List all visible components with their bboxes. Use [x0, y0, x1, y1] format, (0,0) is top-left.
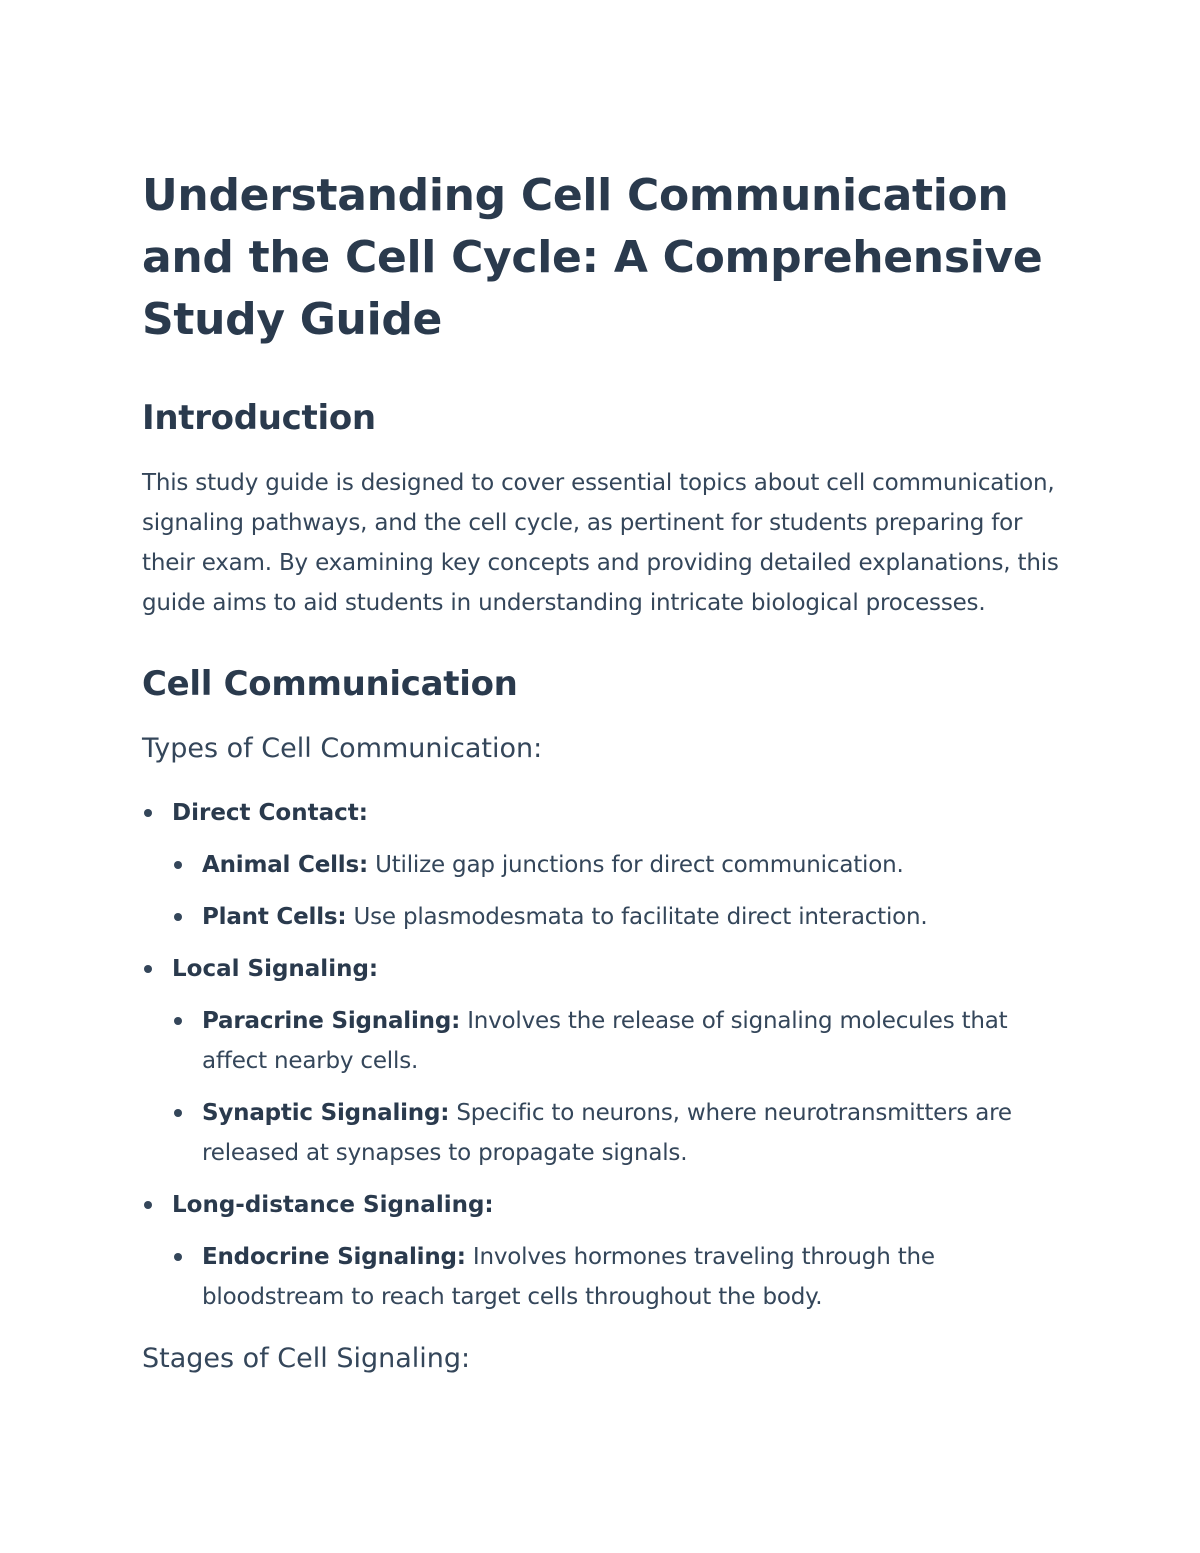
list-item-text: Specific to neurons, where neurotransmitters are released at synapses to propagate signals.	[202, 1100, 1012, 1166]
list-item-text: Involves the release of signaling molecules that affect nearby cells.	[202, 1008, 1008, 1074]
document-page	[142, 165, 1072, 1379]
stages-heading: Stages of Cell Signaling:	[142, 1343, 471, 1374]
list-item-long-distance-signaling	[142, 1185, 1072, 1317]
bullet-icon	[174, 1253, 182, 1261]
bullet-icon	[174, 861, 182, 869]
list-item-text: Involves hormones traveling through the bloodstream to reach target cells throughout the body.	[202, 1244, 935, 1310]
list-item	[172, 897, 1072, 937]
list-item-direct-contact	[142, 793, 1072, 937]
list-item-text: Use plasmodesmata to facilitate direct interaction.	[346, 904, 928, 930]
bullet-icon	[144, 809, 152, 817]
list-item-local-signaling	[142, 949, 1072, 1173]
list-item	[172, 1093, 1072, 1173]
list-item-term: Paracrine Signaling:	[202, 1008, 461, 1034]
bullet-icon	[144, 1201, 152, 1209]
list-item-term: Animal Cells:	[202, 852, 368, 878]
sublist	[172, 1237, 1072, 1317]
list-item-term: Synaptic Signaling:	[202, 1100, 450, 1126]
sublist	[172, 845, 1072, 937]
list-item	[172, 1237, 1072, 1317]
bullet-icon	[174, 913, 182, 921]
bullet-icon	[144, 965, 152, 973]
list-item-text: Utilize gap junctions for direct communication.	[367, 852, 904, 878]
list-item-term: Endocrine Signaling:	[202, 1244, 466, 1270]
page-title: Understanding Cell Communication and the Cell Cycle: A Comprehensive Study Guide	[142, 170, 1043, 345]
bullet-icon	[174, 1017, 182, 1025]
list-item	[172, 845, 1072, 885]
cell-communication-heading: Cell Communication	[142, 664, 518, 704]
bullet-icon	[174, 1109, 182, 1117]
list-item-term: Plant Cells:	[202, 904, 347, 930]
introduction-paragraph: This study guide is designed to cover essential topics about cell communication, signaling pathways, and the cell cycle, as pertinent for students preparing for their exam. By examining key concepts and providing detailed explanations, this guide aims to aid students in understanding intricate biological processes.	[142, 470, 1059, 616]
types-list	[142, 793, 1072, 1317]
introduction-heading: Introduction	[142, 398, 376, 438]
list-item-label: Direct Contact:	[172, 800, 368, 826]
types-heading: Types of Cell Communication:	[142, 733, 543, 764]
list-item-label: Local Signaling:	[172, 956, 379, 982]
list-item-label: Long-distance Signaling:	[172, 1192, 494, 1218]
sublist	[172, 1001, 1072, 1173]
list-item	[172, 1001, 1072, 1081]
